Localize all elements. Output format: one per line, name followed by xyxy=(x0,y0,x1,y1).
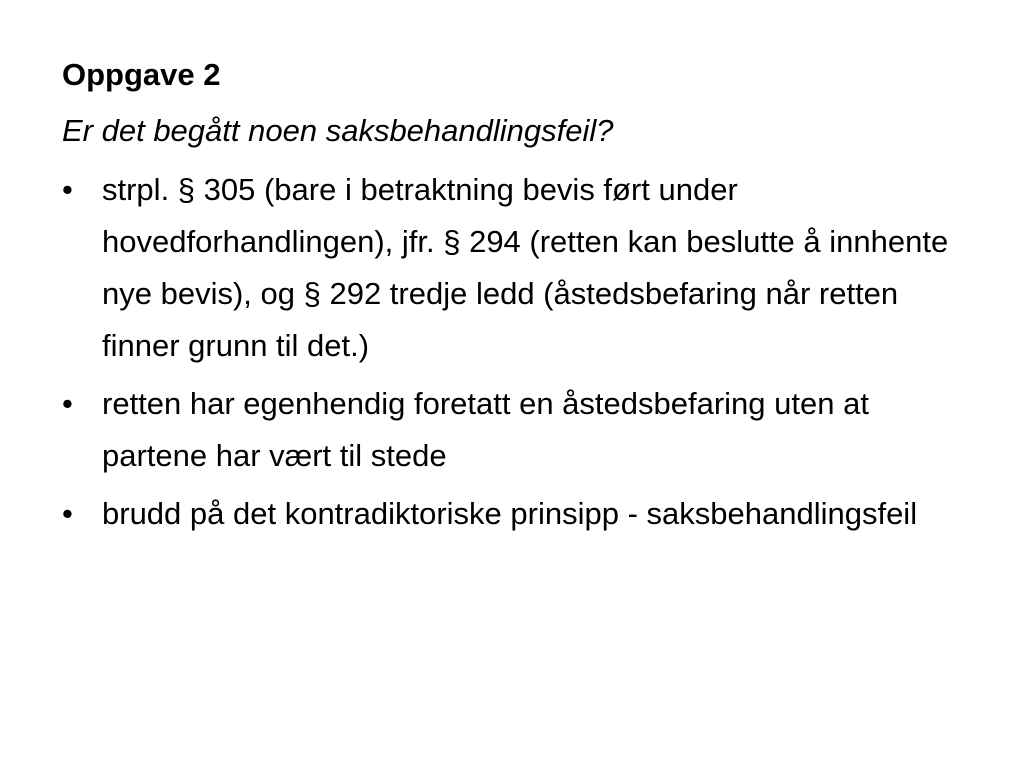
bullet-item xyxy=(62,488,962,540)
slide-question: Er det begått noen saksbehandlingsfeil? xyxy=(62,113,614,148)
bullet-item xyxy=(62,164,962,372)
bullet-item xyxy=(62,378,962,482)
bullet-text: strpl. § 305 (bare i betraktning bevis ført under hovedforhandlingen), jfr. § 294 (retten kan beslutte å innhente nye bevis), og § 292 tredje ledd (åstedsbefaring når retten finner grunn til det.) xyxy=(102,172,949,363)
slide-heading: Oppgave 2 xyxy=(62,57,221,92)
bullet-text: brudd på det kontradiktoriske prinsipp - saksbehandlingsfeil xyxy=(102,496,918,531)
bullet-text: retten har egenhendig foretatt en åstedsbefaring uten at partene har vært til stede xyxy=(102,386,869,473)
bullet-icon: • xyxy=(62,172,73,207)
bullet-list xyxy=(62,164,962,540)
slide-content xyxy=(62,50,962,546)
bullet-icon: • xyxy=(62,496,73,531)
bullet-icon: • xyxy=(62,386,73,421)
